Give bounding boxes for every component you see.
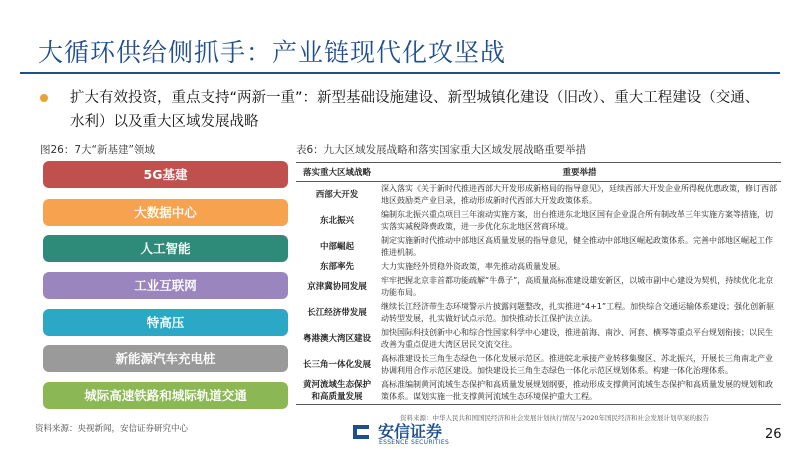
strategy-table xyxy=(296,162,781,405)
pill-5g: 5G基建 xyxy=(43,161,288,188)
strategy-name: 中部崛起 xyxy=(319,242,354,252)
source-note-right: 资料来源：中华人民共和国国民经济和社会发展计划执行情况与2020年国民经济和社会发展计划草案的报告 xyxy=(400,414,710,422)
pill-intercity-rail: 城际高速铁路和城际轨道交通 xyxy=(43,382,288,409)
essence-logo-icon xyxy=(351,423,371,441)
pill-ev-charging: 新能源汽车充电桩 xyxy=(43,345,288,372)
source-note-left: 资料来源：央视新闻，安信证券研究中心 xyxy=(35,424,189,434)
table-row xyxy=(296,208,781,234)
strategy-measure: 加快国际科技创新中心和综合性国家科学中心建设，推进前海、南沙、河套、横琴等重点平台规划衔接；以民生改善为重点促进大湾区居民交流交往。 xyxy=(381,328,773,349)
strategy-name: 长三角一体化发展 xyxy=(302,360,371,370)
table-header-row xyxy=(296,163,781,182)
strategy-measure: 深入落实《关于新时代推进西部大开发形成新格局的指导意见》，廷续西部大开发企业所得税优惠政策，修订西部地区鼓励类产业目录，推动形成新时代西部大开发政策体系。 xyxy=(381,184,777,205)
table-header: 重要举措 xyxy=(378,163,781,182)
pill-ai: 人工智能 xyxy=(43,235,288,262)
bullet-icon xyxy=(40,94,48,102)
table-row xyxy=(296,260,781,274)
title-divider xyxy=(20,72,780,74)
table-row xyxy=(296,300,781,326)
strategy-measure: 编制东北振兴重点项目三年滚动实施方案，出台推进东北地区国有企业混合所有制改革三年实施方案等措施，切实落实减税降费政策，进一步优化东北地区营商环境。 xyxy=(381,210,773,231)
strategy-measure: 高标准编制黄河流域生态保护和高质量发展规划纲要，推动形成支撑黄河流域生态保护和高质量发展的规划和政策体系。谋划实施一批支撑黄河流域生态环境保护重大工程。 xyxy=(378,378,781,405)
bullet-text: 扩大有效投资，重点支持“两新一重”：新型基础设施建设、新型城镇化建设（旧改）、重大工程建设（交通、水利）以及重大区域发展战略 xyxy=(70,90,760,130)
table-caption: 表6：九大区域发展战略和落实国家重大区域发展战略重要举措 xyxy=(296,144,587,156)
table-row xyxy=(296,234,781,260)
logo-subtext: ESSENCE SECURITIES xyxy=(379,439,450,446)
strategy-name: 东北振兴 xyxy=(319,216,354,226)
strategy-measure: 高标准建设长三角生态绿色一体化发展示范区。推进皖北承接产业转移集聚区、苏北振兴，开展长三角南北产业协调利用合作示范区建设。加快建设长三角生态绿色一体化示范区规划体系。构建一体化治理体系。 xyxy=(381,354,773,375)
strategy-measure: 继续长江经济带生态环境警示片披露问题整改，扎实推进“4+1”工程。加快综合交通运输体系建设；强化创新驱动转型发展，扎实做好试点示范。加快推动长江保护法立法。 xyxy=(381,302,775,323)
table-row xyxy=(296,352,781,378)
table-header: 落实重大区域战略 xyxy=(296,163,378,182)
strategy-name: 长江经济带发展 xyxy=(307,308,367,318)
pill-big-data: 大数据中心 xyxy=(43,199,288,226)
table-row xyxy=(296,326,781,352)
page-title: 大循环供给侧抓手：产业链现代化攻坚战 xyxy=(38,38,507,67)
strategy-name: 京津冀协同发展 xyxy=(307,282,367,292)
strategy-measure: 牢牢把握北京非首都功能疏解“牛鼻子”，高质量高标准建设雄安新区，以城市副中心建设为契机，持续优化北京功能布局。 xyxy=(381,276,774,297)
figure-caption: 图26：7大“新基建”领域 xyxy=(40,144,155,156)
strategy-name: 粤港澳大湾区建设 xyxy=(302,334,371,344)
strategy-measure: 大力实施经外贸稳外资政策，率先推动高质量发展。 xyxy=(381,262,565,271)
table-row xyxy=(296,182,781,209)
strategy-name: 西部大开发 xyxy=(315,190,359,200)
strategy-name: 黄河流域生态保护和高质量发展 xyxy=(296,378,378,405)
logo-text: 安信证券 xyxy=(378,422,443,441)
pill-industrial-internet: 工业互联网 xyxy=(43,272,288,299)
strategy-name: 东部率先 xyxy=(319,262,354,272)
strategy-measure: 制定实施新时代推动中部地区高质量发展的指导意见，健全推动中部地区崛起政策体系。完善中部地区崛起工作推进机制。 xyxy=(381,236,773,257)
pill-uhv: 特高压 xyxy=(43,309,288,336)
page-number: 26 xyxy=(765,427,782,442)
table-row xyxy=(296,378,781,405)
table-row xyxy=(296,274,781,300)
